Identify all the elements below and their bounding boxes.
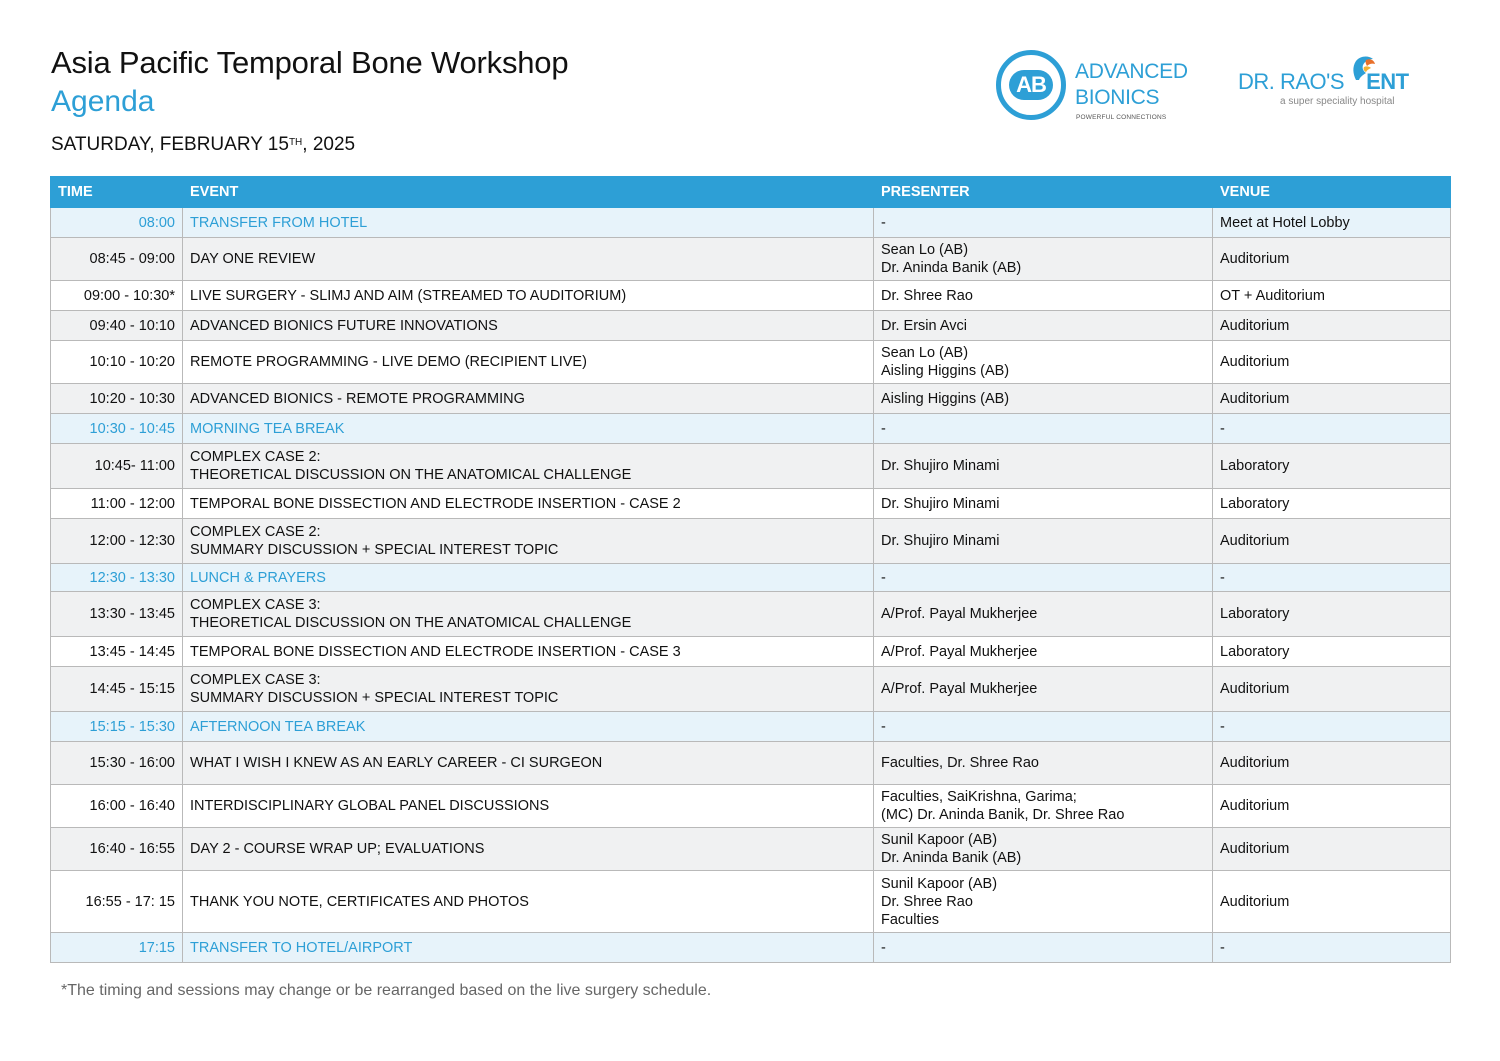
cell-presenter: [874, 311, 1213, 341]
cell-event: [183, 785, 874, 828]
presenter-line: Dr. Shree Rao: [881, 287, 973, 304]
event-line: COMPLEX CASE 3:: [190, 597, 321, 613]
presenter-line: A/Prof. Payal Mukherjee: [881, 643, 1038, 660]
date-suffix: , 2025: [302, 134, 356, 155]
cell-event: [183, 519, 874, 564]
event-line: ADVANCED BIONICS FUTURE INNOVATIONS: [190, 317, 498, 334]
cell-venue: Auditorium: [1213, 384, 1451, 414]
presenter-line: A/Prof. Payal Mukherjee: [881, 606, 1038, 622]
cell-presenter: [874, 933, 1213, 963]
event-line: LIVE SURGERY - SLIMJ AND AIM (STREAMED TO AUDITORIUM): [190, 287, 627, 304]
cell-presenter: [874, 281, 1213, 311]
cell-time: 10:30 - 10:45: [51, 414, 183, 444]
presenter-line: -: [881, 214, 886, 231]
cell-venue: -: [1213, 712, 1451, 742]
ab-tagline: POWERFUL CONNECTIONS: [1076, 114, 1167, 121]
cell-event: [183, 489, 874, 519]
presenter-line: (MC) Dr. Aninda Banik, Dr. Shree Rao: [881, 807, 1125, 823]
table-row: [51, 519, 1451, 564]
cell-event: [183, 281, 874, 311]
presenter-line: Aisling Higgins (AB): [881, 390, 1010, 407]
cell-presenter: [874, 238, 1213, 281]
presenter-line: Dr. Ersin Avci: [881, 317, 967, 334]
cell-venue: Laboratory: [1213, 592, 1451, 637]
agenda-body: [51, 208, 1451, 963]
presenter-line: Dr. Shree Rao: [881, 893, 973, 910]
cell-event: [183, 871, 874, 933]
event-line: TEMPORAL BONE DISSECTION AND ELECTRODE INSERTION - CASE 2: [190, 495, 681, 512]
dr-raos-ent-logo: [1238, 52, 1438, 112]
cell-event: [183, 384, 874, 414]
cell-presenter: [874, 519, 1213, 564]
cell-presenter: [874, 785, 1213, 828]
ab-mark: AB: [1009, 70, 1053, 100]
table-row: [51, 414, 1451, 444]
event-line: MORNING TEA BREAK: [190, 420, 345, 437]
event-line: INTERDISCIPLINARY GLOBAL PANEL DISCUSSIONS: [190, 798, 550, 814]
cell-presenter: [874, 828, 1213, 871]
cell-event: [183, 311, 874, 341]
event-line: THEORETICAL DISCUSSION ON THE ANATOMICAL CHALLENGE: [190, 467, 632, 483]
cell-time: 17:15: [51, 933, 183, 963]
table-row: [51, 489, 1451, 519]
agenda-header-row: [51, 177, 1451, 208]
cell-venue: Auditorium: [1213, 871, 1451, 933]
cell-time: 16:55 - 17: 15: [51, 871, 183, 933]
cell-presenter: [874, 341, 1213, 384]
presenter-line: Sunil Kapoor (AB): [881, 875, 998, 892]
presenter-line: Dr. Shujiro Minami: [881, 495, 1000, 512]
table-row: [51, 592, 1451, 637]
cell-venue: Meet at Hotel Lobby: [1213, 208, 1451, 238]
presenter-line: Sean Lo (AB): [881, 242, 969, 258]
rao-tagline: a super speciality hospital: [1280, 96, 1395, 107]
cell-venue: Auditorium: [1213, 238, 1451, 281]
table-row: [51, 637, 1451, 667]
presenter-line: Faculties: [881, 911, 940, 928]
cell-event: [183, 341, 874, 384]
cell-time: 10:10 - 10:20: [51, 341, 183, 384]
event-line: TEMPORAL BONE DISSECTION AND ELECTRODE INSERTION - CASE 3: [190, 643, 681, 660]
event-line: LUNCH & PRAYERS: [190, 569, 326, 586]
presenter-line: Sunil Kapoor (AB): [881, 832, 998, 848]
cell-venue: Laboratory: [1213, 637, 1451, 667]
cell-time: 15:15 - 15:30: [51, 712, 183, 742]
agenda-date: [51, 133, 355, 157]
presenter-line: Faculties, SaiKrishna, Garima;: [881, 789, 1077, 805]
rao-ent: ENT: [1366, 69, 1409, 94]
cell-presenter: [874, 712, 1213, 742]
cell-presenter: [874, 384, 1213, 414]
presenter-line: A/Prof. Payal Mukherjee: [881, 681, 1038, 697]
cell-presenter: [874, 742, 1213, 785]
cell-time: 08:45 - 09:00: [51, 238, 183, 281]
event-line: WHAT I WISH I KNEW AS AN EARLY CAREER - CI SURGEON: [190, 755, 603, 771]
cell-event: [183, 712, 874, 742]
presenter-line: -: [881, 420, 886, 437]
table-row: [51, 785, 1451, 828]
cell-venue: Auditorium: [1213, 341, 1451, 384]
cell-presenter: [874, 564, 1213, 592]
presenter-line: -: [881, 569, 886, 586]
ab-word-bionics: BIONICS: [1075, 86, 1160, 109]
presenter-line: Faculties, Dr. Shree Rao: [881, 755, 1039, 771]
agenda-table: [50, 176, 1451, 963]
page-title: Asia Pacific Temporal Bone Workshop: [51, 45, 569, 80]
cell-time: 09:00 - 10:30*: [51, 281, 183, 311]
event-line: DAY 2 - COURSE WRAP UP; EVALUATIONS: [190, 841, 485, 857]
cell-venue: Laboratory: [1213, 489, 1451, 519]
header-event: EVENT: [183, 177, 874, 208]
event-line: SUMMARY DISCUSSION + SPECIAL INTEREST TOPIC: [190, 690, 559, 706]
cell-time: 13:45 - 14:45: [51, 637, 183, 667]
event-line: COMPLEX CASE 2:: [190, 524, 321, 540]
table-row: [51, 564, 1451, 592]
cell-venue: -: [1213, 933, 1451, 963]
date-prefix: SATURDAY, FEBRUARY 15: [51, 134, 289, 155]
cell-event: [183, 564, 874, 592]
cell-time: 10:45- 11:00: [51, 444, 183, 489]
presenter-line: Dr. Shujiro Minami: [881, 458, 1000, 474]
rao-wordmark: [1238, 69, 1409, 95]
cell-time: 11:00 - 12:00: [51, 489, 183, 519]
cell-presenter: [874, 208, 1213, 238]
cell-venue: Auditorium: [1213, 785, 1451, 828]
date-superscript: TH: [288, 137, 303, 148]
cell-presenter: [874, 667, 1213, 712]
table-row: [51, 341, 1451, 384]
header-time: TIME: [51, 177, 183, 208]
event-line: THANK YOU NOTE, CERTIFICATES AND PHOTOS: [190, 893, 529, 910]
cell-event: [183, 667, 874, 712]
ab-circle-icon: [996, 50, 1066, 120]
event-line: REMOTE PROGRAMMING - LIVE DEMO (RECIPIENT LIVE): [190, 354, 587, 370]
table-row: [51, 238, 1451, 281]
cell-time: 16:40 - 16:55: [51, 828, 183, 871]
cell-venue: Auditorium: [1213, 311, 1451, 341]
table-row: [51, 311, 1451, 341]
cell-event: [183, 592, 874, 637]
table-row: [51, 281, 1451, 311]
event-line: SUMMARY DISCUSSION + SPECIAL INTEREST TOPIC: [190, 542, 559, 558]
cell-event: [183, 933, 874, 963]
cell-time: 14:45 - 15:15: [51, 667, 183, 712]
event-line: THEORETICAL DISCUSSION ON THE ANATOMICAL CHALLENGE: [190, 615, 632, 631]
table-row: [51, 828, 1451, 871]
presenter-line: -: [881, 718, 886, 735]
cell-venue: Auditorium: [1213, 519, 1451, 564]
table-row: [51, 742, 1451, 785]
table-row: [51, 712, 1451, 742]
header-presenter: PRESENTER: [874, 177, 1213, 208]
ab-word-advanced: ADVANCED: [1075, 60, 1188, 83]
table-row: [51, 933, 1451, 963]
presenter-line: Dr. Aninda Banik (AB): [881, 260, 1022, 276]
table-row: [51, 384, 1451, 414]
cell-venue: Auditorium: [1213, 742, 1451, 785]
cell-presenter: [874, 637, 1213, 667]
table-row: [51, 667, 1451, 712]
cell-event: [183, 414, 874, 444]
cell-time: 13:30 - 13:45: [51, 592, 183, 637]
event-line: TRANSFER FROM HOTEL: [190, 214, 368, 231]
presenter-line: Sean Lo (AB): [881, 345, 969, 361]
cell-event: [183, 637, 874, 667]
rao-name: DR. RAO'S: [1238, 69, 1345, 94]
presenter-line: Dr. Shujiro Minami: [881, 533, 1000, 549]
cell-venue: Laboratory: [1213, 444, 1451, 489]
event-line: TRANSFER TO HOTEL/AIRPORT: [190, 939, 413, 956]
page-subtitle: Agenda: [51, 85, 155, 118]
table-row: [51, 871, 1451, 933]
footnote: *The timing and sessions may change or be rearranged based on the live surgery schedule.: [61, 982, 712, 999]
table-row: [51, 208, 1451, 238]
cell-time: 10:20 - 10:30: [51, 384, 183, 414]
cell-presenter: [874, 592, 1213, 637]
cell-time: 09:40 - 10:10: [51, 311, 183, 341]
cell-presenter: [874, 489, 1213, 519]
event-line: AFTERNOON TEA BREAK: [190, 718, 366, 735]
presenter-line: Aisling Higgins (AB): [881, 363, 1010, 379]
cell-time: 16:00 - 16:40: [51, 785, 183, 828]
table-row: [51, 444, 1451, 489]
cell-presenter: [874, 414, 1213, 444]
cell-presenter: [874, 444, 1213, 489]
cell-event: [183, 742, 874, 785]
header-venue: VENUE: [1213, 177, 1451, 208]
cell-time: 12:30 - 13:30: [51, 564, 183, 592]
event-line: ADVANCED BIONICS - REMOTE PROGRAMMING: [190, 390, 525, 407]
presenter-line: Dr. Aninda Banik (AB): [881, 850, 1022, 866]
cell-event: [183, 208, 874, 238]
cell-event: [183, 828, 874, 871]
cell-time: 08:00: [51, 208, 183, 238]
advanced-bionics-logo: [996, 50, 1201, 126]
cell-venue: Auditorium: [1213, 828, 1451, 871]
event-line: COMPLEX CASE 3:: [190, 672, 321, 688]
cell-event: [183, 444, 874, 489]
cell-presenter: [874, 871, 1213, 933]
cell-time: 12:00 - 12:30: [51, 519, 183, 564]
cell-venue: OT + Auditorium: [1213, 281, 1451, 311]
cell-venue: -: [1213, 564, 1451, 592]
cell-venue: -: [1213, 414, 1451, 444]
cell-time: 15:30 - 16:00: [51, 742, 183, 785]
presenter-line: -: [881, 939, 886, 956]
event-line: COMPLEX CASE 2:: [190, 449, 321, 465]
cell-venue: Auditorium: [1213, 667, 1451, 712]
cell-event: [183, 238, 874, 281]
event-line: DAY ONE REVIEW: [190, 251, 316, 267]
